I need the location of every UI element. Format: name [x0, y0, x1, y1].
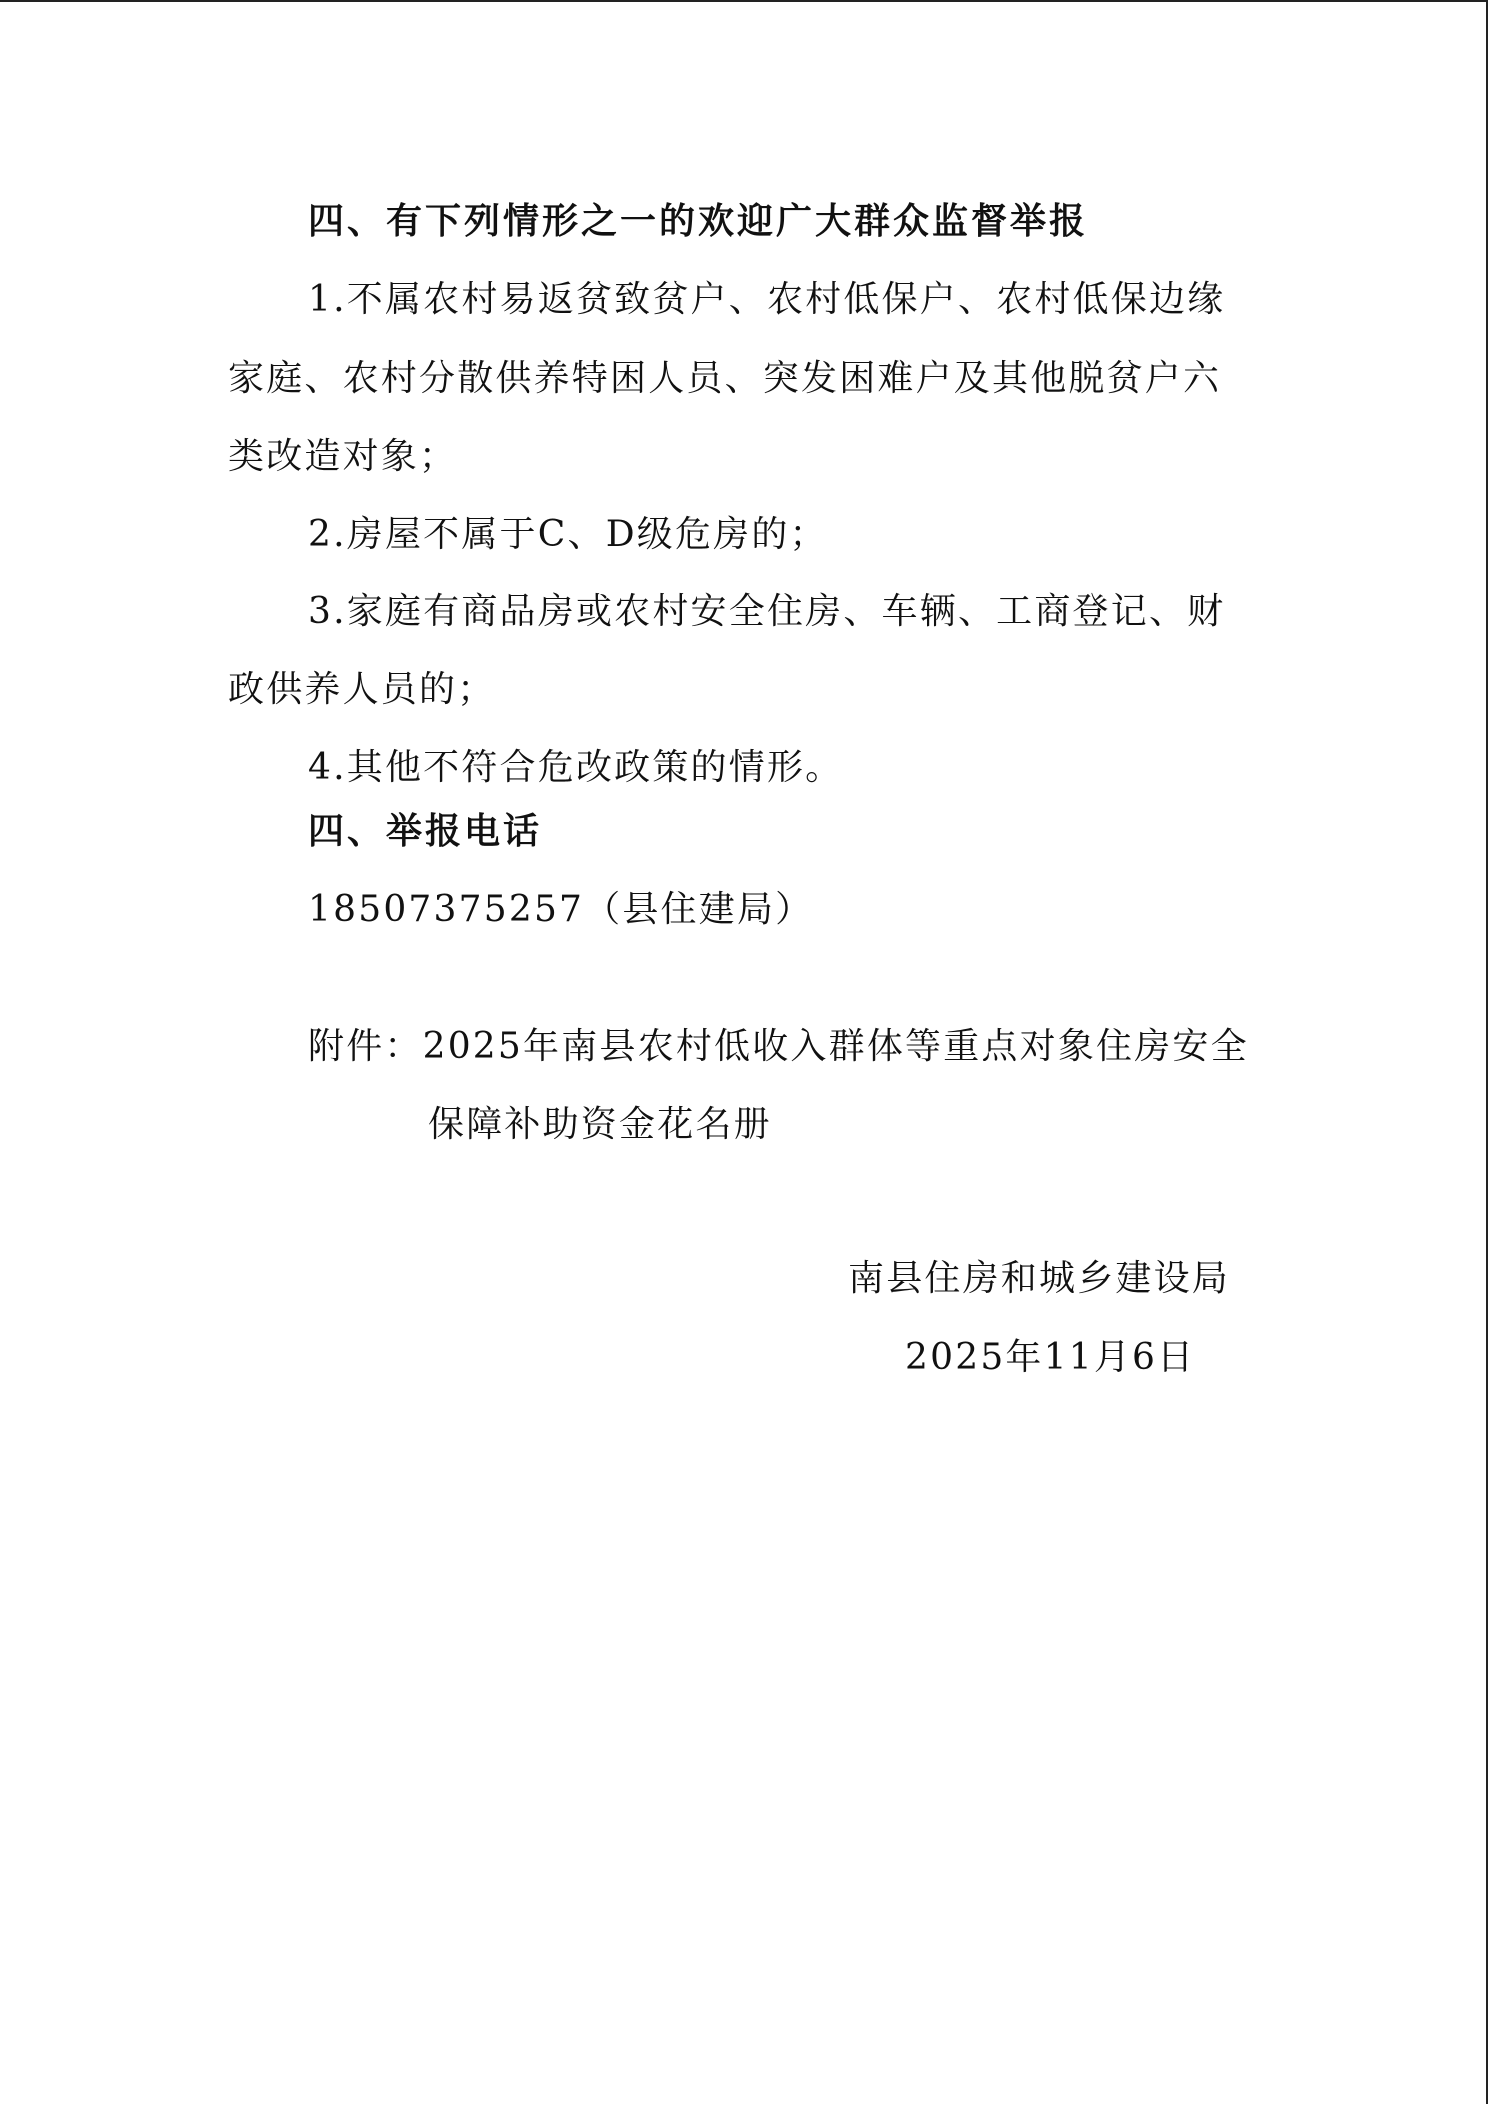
item-3-line-1: 3.家庭有商品房或农村安全住房、车辆、工商登记、财 [308, 591, 1226, 632]
section-title-report-phone: 四、举报电话 [308, 811, 543, 852]
item-3-line-2: 政供养人员的； [228, 669, 496, 710]
item-4-line-1: 4.其他不符合危改政策的情形。 [308, 747, 844, 788]
item-2-line-1: 2.房屋不属于C、D级危房的； [308, 514, 828, 555]
section-title-supervision: 四、有下列情形之一的欢迎广大群众监督举报 [308, 201, 1089, 242]
item-1-line-3: 类改造对象； [228, 436, 458, 477]
item-1-line-2: 家庭、农村分散供养特困人员、突发困难户及其他脱贫户六 [228, 358, 1222, 399]
issuer-signature: 南县住房和城乡建设局 [848, 1258, 1231, 1299]
issue-date: 2025年11月6日 [905, 1337, 1196, 1378]
attachment-line-2: 保障补助资金花名册 [428, 1104, 772, 1145]
attachment-line-1: 附件：2025年南县农村低收入群体等重点对象住房安全 [308, 1026, 1249, 1067]
report-phone-number: 18507375257（县住建局） [308, 889, 814, 930]
item-1-line-1: 1.不属农村易返贫致贫户、农村低保户、农村低保边缘 [308, 279, 1226, 320]
